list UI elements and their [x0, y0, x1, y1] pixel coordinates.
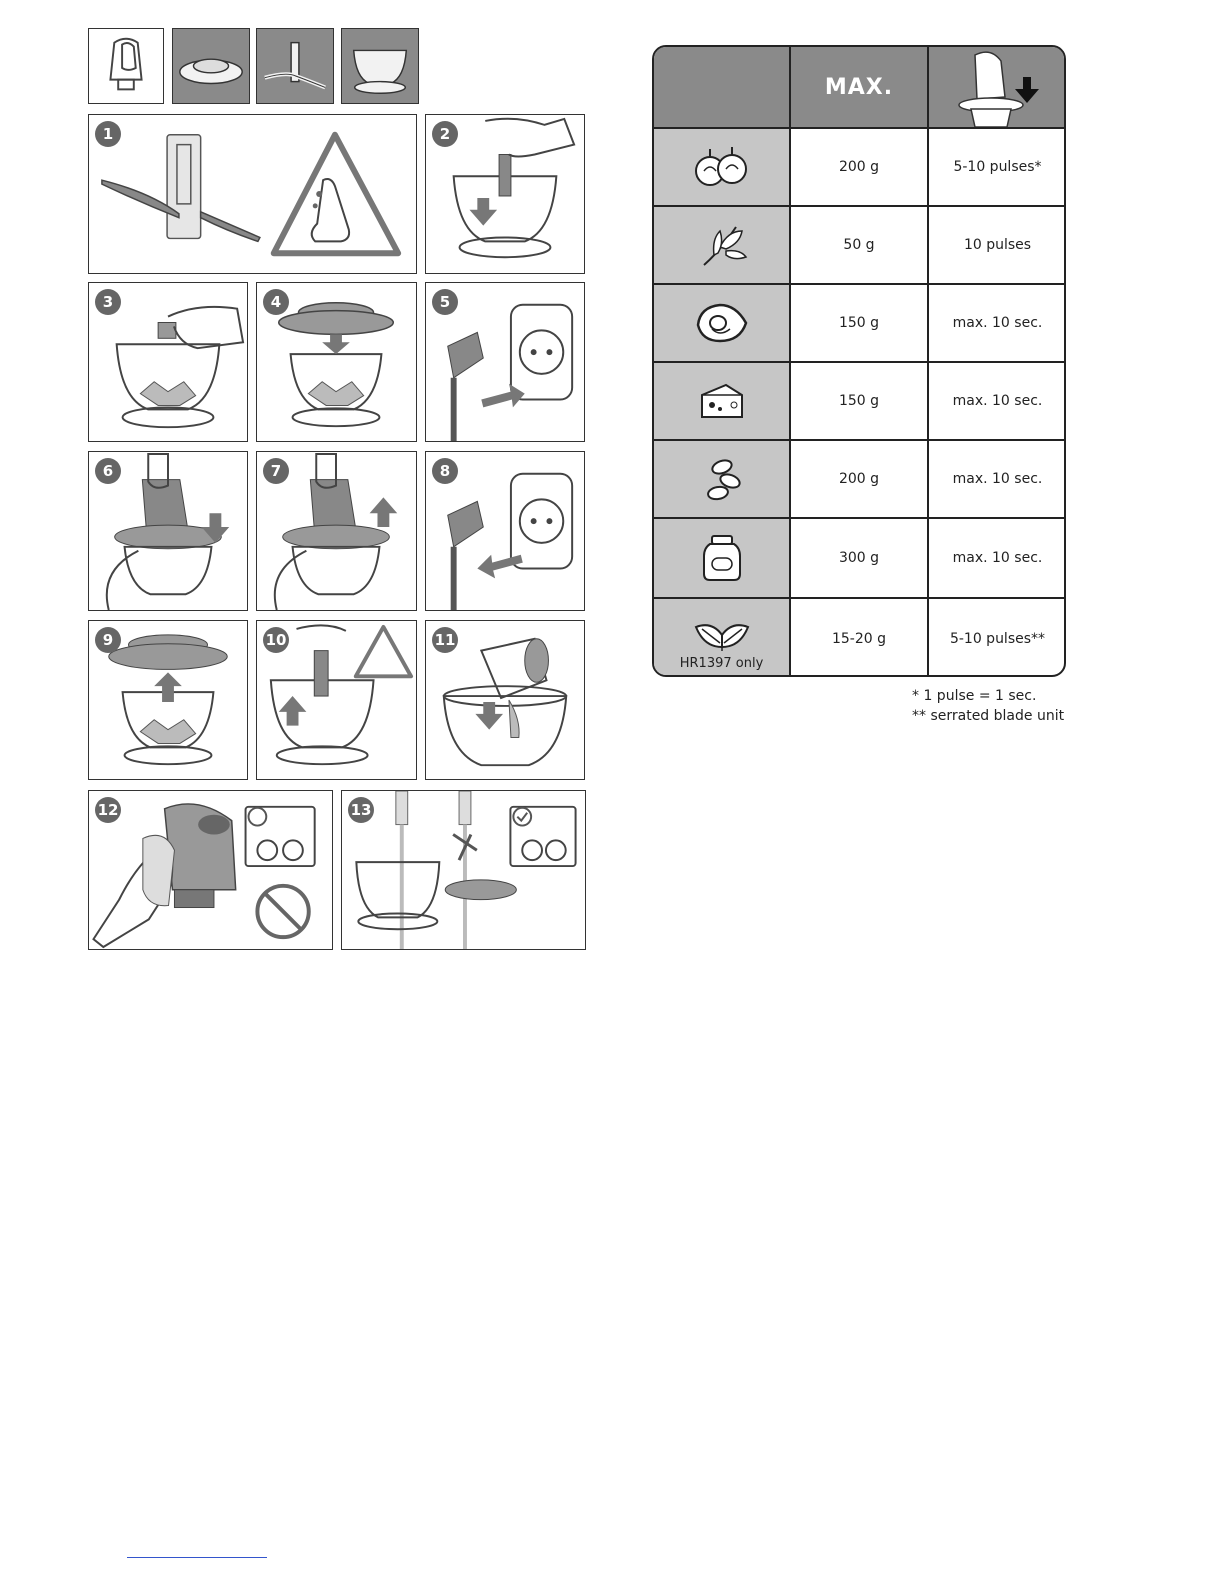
step-10-panel: [256, 620, 417, 780]
footnote-serrated: ** serrated blade unit: [912, 708, 1065, 724]
step-number: 10: [263, 627, 289, 653]
step-number: 5: [432, 289, 458, 315]
step-12-panel: [88, 790, 333, 950]
table-row: [654, 283, 1064, 361]
part-blade-unit: [256, 28, 334, 104]
quantity-table: [652, 45, 1066, 677]
motor-press-icon: [929, 47, 1066, 127]
food-icon-cell: [654, 441, 791, 517]
blade-unit-icon: [257, 29, 333, 103]
food-icon-cell: [654, 285, 791, 361]
step-13-panel: [341, 790, 586, 950]
step-9-panel: [88, 620, 248, 780]
herb-leaves-icon: [690, 607, 754, 655]
amount-cell: 150 g: [791, 285, 929, 361]
food-icon-cell: [654, 599, 791, 677]
step-6-panel: [88, 451, 248, 611]
step-7-panel: [256, 451, 417, 611]
table-row: [654, 127, 1064, 205]
cheese-icon: [690, 377, 754, 425]
table-row: [654, 517, 1064, 597]
step-number: 7: [263, 458, 289, 484]
step-number: 12: [95, 797, 121, 823]
amount-cell: 150 g: [791, 363, 929, 439]
parsley-icon: [690, 221, 754, 269]
step-3-panel: [88, 282, 248, 442]
meat-icon: [690, 299, 754, 347]
bowl-icon: [342, 29, 418, 103]
footnote-pulse: * 1 pulse = 1 sec.: [912, 688, 1037, 704]
header-max-cell: [791, 47, 929, 127]
motor-unit-icon: [89, 29, 163, 103]
step-number: 13: [348, 797, 374, 823]
step-number: 2: [432, 121, 458, 147]
food-icon-cell: [654, 519, 791, 597]
time-cell: max. 10 sec.: [952, 393, 1043, 409]
part-motor-unit: [88, 28, 164, 104]
time-cell: max. 10 sec.: [952, 471, 1043, 487]
step-11-panel: [425, 620, 585, 780]
rinse-parts-illustration: [342, 791, 585, 949]
amount-cell: 300 g: [791, 519, 929, 597]
header-pulse-cell: [929, 47, 1066, 127]
food-icon-cell: [654, 363, 791, 439]
time-cell: 5-10 pulses**: [949, 631, 1046, 647]
wipe-motor-illustration: [89, 791, 332, 949]
step-number: 11: [432, 627, 458, 653]
baby-food-jar-icon: [690, 534, 754, 582]
amount-cell: 200 g: [791, 129, 929, 205]
nuts-icon: [690, 455, 754, 503]
max-label: MAX.: [824, 74, 894, 100]
header-blank-cell: [654, 47, 791, 127]
amount-cell: 15-20 g: [791, 599, 929, 677]
food-icon-cell: [654, 207, 791, 283]
step-number: 6: [95, 458, 121, 484]
step-5-panel: [425, 282, 585, 442]
step-8-panel: [425, 451, 585, 611]
model-note: HR1397 only: [679, 656, 764, 671]
onion-icon: [690, 143, 754, 191]
step-number: 3: [95, 289, 121, 315]
step-number: 1: [95, 121, 121, 147]
part-bowl: [341, 28, 419, 104]
time-cell: max. 10 sec.: [952, 550, 1043, 566]
step-number: 4: [263, 289, 289, 315]
table-row: [654, 361, 1064, 439]
table-row: [654, 597, 1064, 677]
time-cell: 10 pulses: [963, 237, 1032, 253]
step-4-panel: [256, 282, 417, 442]
table-row: [654, 205, 1064, 283]
table-row: [654, 439, 1064, 517]
step-number: 8: [432, 458, 458, 484]
amount-cell: 200 g: [791, 441, 929, 517]
bottom-rule: [127, 1557, 267, 1558]
step-1-panel: [88, 114, 417, 274]
time-cell: max. 10 sec.: [952, 315, 1043, 331]
step-number: 9: [95, 627, 121, 653]
food-icon-cell: [654, 129, 791, 205]
amount-cell: 50 g: [791, 207, 929, 283]
step-2-panel: [425, 114, 585, 274]
table-header-row: [654, 47, 1064, 127]
time-cell: 5-10 pulses*: [953, 159, 1042, 175]
part-lid: [172, 28, 250, 104]
lid-icon: [173, 29, 249, 103]
blade-no-touch-illustration: [89, 115, 416, 273]
